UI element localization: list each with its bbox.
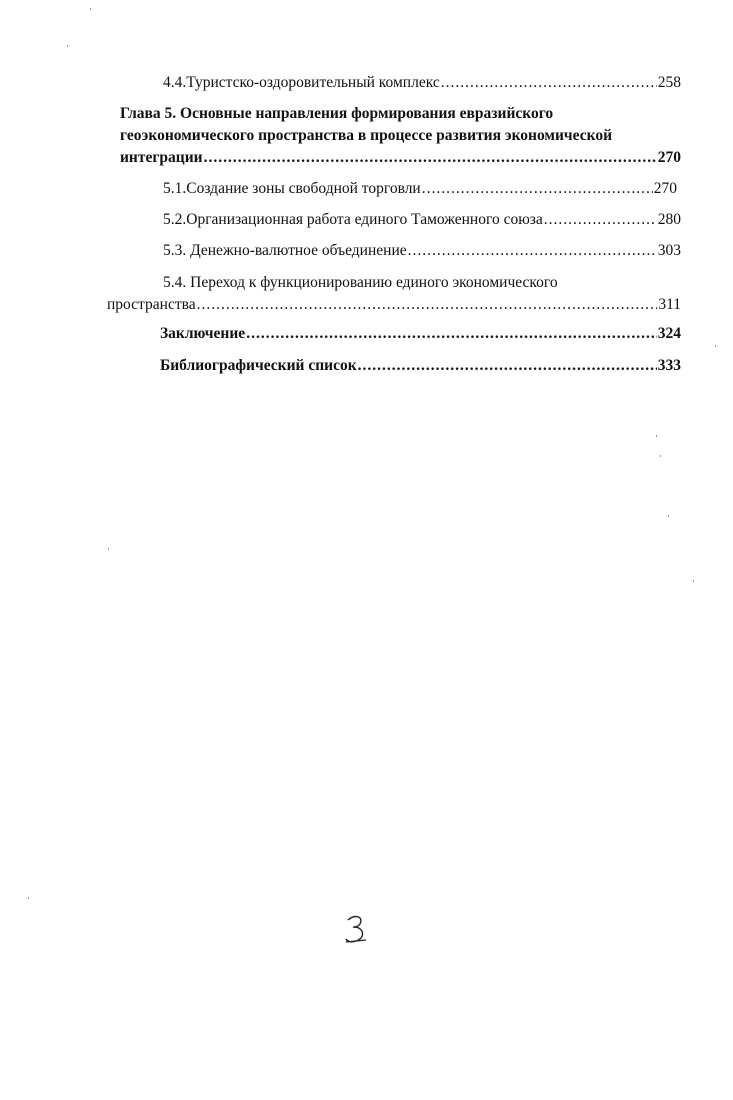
scan-speck — [715, 345, 716, 347]
scan-speck — [90, 8, 91, 10]
toc-entry-5-4 — [107, 295, 681, 315]
entry-page: 333 — [657, 357, 681, 374]
entry-page: 311 — [658, 296, 681, 313]
entry-title: Библиографический список — [160, 357, 357, 374]
entry-page: 270 — [653, 180, 677, 197]
dot-leader — [197, 295, 658, 315]
toc-entry-chapter-5 — [120, 148, 681, 168]
dot-leader — [246, 324, 657, 344]
toc-entry-conclusion — [120, 324, 681, 344]
scan-speck — [668, 515, 669, 517]
entry-title: 4.4.Туристско-оздоровительный комплекс — [163, 74, 440, 91]
scan-speck — [660, 455, 661, 457]
chapter-5-title-line1: Глава 5. Основные направления формирования евразийского — [120, 105, 554, 122]
page-number-handwriting — [342, 912, 372, 946]
entry-title: интеграции — [120, 149, 203, 166]
entry-page: 303 — [657, 242, 681, 259]
toc-entry-bibliography — [120, 356, 681, 376]
entry-page: 258 — [657, 74, 681, 91]
scan-speck — [656, 435, 657, 437]
entry-page: 324 — [657, 325, 681, 342]
entry-5-4-title-line1: 5.4. Переход к функционированию единого экономического — [163, 274, 558, 291]
entry-title: 5.1.Создание зоны свободной торговли — [163, 180, 421, 197]
dot-leader — [544, 210, 657, 230]
entry-page: 280 — [657, 211, 681, 228]
entry-title: 5.2.Организационная работа единого Таможенного союза — [163, 211, 543, 228]
dot-leader — [408, 241, 657, 261]
entry-title: Заключение — [160, 325, 246, 342]
dot-leader — [358, 356, 657, 376]
entry-title: 5.3. Денежно-валютное объединение — [163, 242, 407, 259]
scan-speck — [67, 45, 68, 47]
scan-speck — [693, 580, 694, 582]
entry-page: 270 — [657, 149, 681, 166]
dot-leader — [441, 73, 657, 93]
toc-entry-5-3 — [120, 241, 681, 261]
toc-entry-4-4 — [120, 73, 681, 93]
scan-speck — [108, 548, 109, 550]
dot-leader — [204, 148, 657, 168]
toc-entry-5-1 — [120, 179, 677, 199]
toc-entry-5-2 — [120, 210, 681, 230]
handwritten-page-number — [342, 912, 372, 951]
entry-title: пространства — [107, 296, 196, 313]
scan-speck — [28, 897, 29, 899]
chapter-5-title-line2: геоэкономического пространства в процессе развития экономической — [120, 127, 613, 144]
dot-leader — [422, 179, 653, 199]
